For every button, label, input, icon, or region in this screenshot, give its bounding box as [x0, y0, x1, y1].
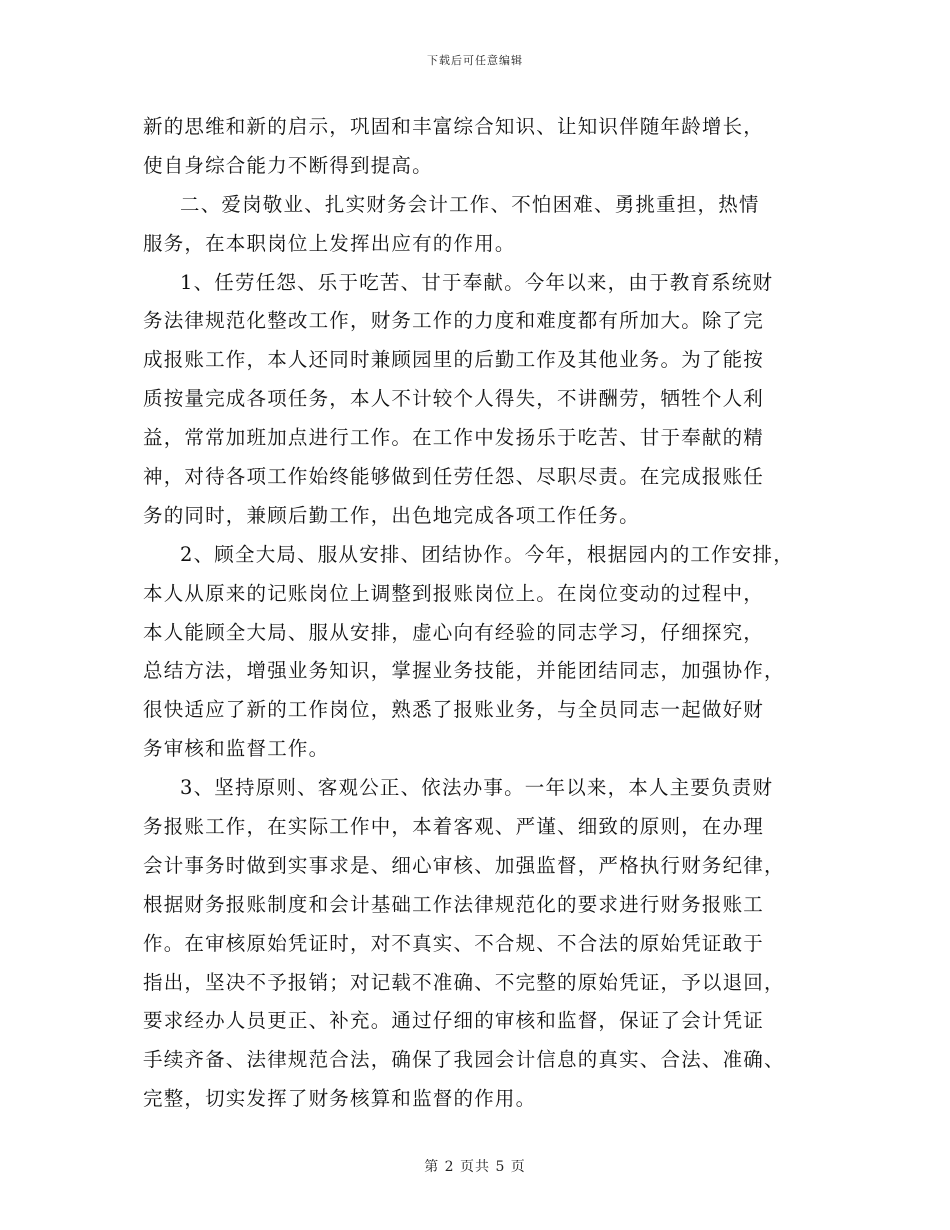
text-line: 完整，切实发挥了财务核算和监督的作用。 [143, 1087, 537, 1111]
text-line: 2、顾全大局、服从安排、团结协作。今年，根据园内的工作安排， [180, 542, 794, 566]
text-line: 神，对待各项工作始终能够做到任劳任怨、尽职尽责。在完成报账任 [143, 465, 765, 489]
text-line: 本人能顾全大局、服从安排，虚心向有经验的同志学习，仔细探究， [143, 620, 765, 644]
text-line: 指出，坚决不予报销；对记载不准确、不完整的原始凭证，予以退回， [143, 970, 785, 994]
text-line: 务法律规范化整改工作，财务工作的力度和难度都有所加大。除了完 [143, 309, 765, 333]
text-line: 使自身综合能力不断得到提高。 [143, 153, 433, 177]
text-line: 务报账工作，在实际工作中，本着客观、严谨、细致的原则，在办理 [143, 815, 765, 839]
text-line: 新的思维和新的启示，巩固和丰富综合知识、让知识伴随年龄增长， [143, 115, 765, 138]
text-line: 本人从原来的记账岗位上调整到报账岗位上。在岗位变动的过程中， [143, 581, 765, 605]
page-header: 下载后可任意编辑 [427, 54, 523, 67]
text-line: 服务，在本职岗位上发挥出应有的作用。 [143, 231, 516, 255]
body-text [143, 108, 833, 1119]
text-line: 务的同时，兼顾后勤工作，出色地完成各项工作任务。 [143, 503, 640, 527]
text-line: 要求经办人员更正、补充。通过仔细的审核和监督，保证了会计凭证 [143, 1009, 765, 1033]
text-line: 根据财务报账制度和会计基础工作法律规范化的要求进行财务报账工 [143, 892, 765, 916]
page-footer: 第 2 页共 5 页 [424, 1159, 526, 1175]
text-line: 质按量完成各项任务，本人不计较个人得失，不讲酬劳，牺牲个人利 [143, 387, 765, 411]
text-line: 成报账工作，本人还同时兼顾园里的后勤工作及其他业务。为了能按 [143, 348, 765, 372]
text-line: 很快适应了新的工作岗位，熟悉了报账业务，与全员同志一起做好财 [143, 698, 765, 722]
text-line: 会计事务时做到实事求是、细心审核、加强监督，严格执行财务纪律， [143, 853, 785, 877]
text-line: 3、坚持原则、客观公正、依法办事。一年以来，本人主要负责财 [180, 776, 774, 800]
text-line: 务审核和监督工作。 [143, 737, 330, 761]
text-line: 益，常常加班加点进行工作。在工作中发扬乐于吃苦、甘于奉献的精 [143, 426, 765, 450]
text-line: 总结方法，增强业务知识，掌握业务技能，并能团结同志，加强协作， [143, 659, 785, 683]
text-line: 1、任劳任怨、乐于吃苦、甘于奉献。今年以来，由于教育系统财 [180, 270, 774, 294]
text-line: 手续齐备、法律规范合法，确保了我园会计信息的真实、合法、准确、 [143, 1048, 785, 1072]
text-line: 二、爱岗敬业、扎实财务会计工作、不怕困难、勇挑重担，热情 [180, 192, 760, 216]
text-line: 作。在审核原始凭证时，对不真实、不合规、不合法的原始凭证敢于 [143, 931, 765, 955]
